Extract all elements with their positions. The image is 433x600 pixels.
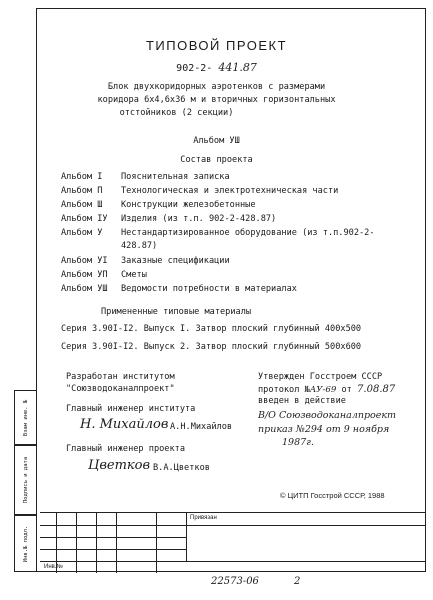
materials-title: Примененные типовые материалы <box>101 307 252 317</box>
project-prefix: 902-2- <box>176 63 213 74</box>
side-field-original-inv: Инв.№ подл. <box>14 515 36 572</box>
album-text: Нестандартизированное оборудование (из т.п.902-2- <box>121 228 375 238</box>
developer-line-2: "Союзводоканалпроект" <box>66 384 175 394</box>
album-text: Заказные спецификации <box>121 256 230 266</box>
description-line-3: отстойников (2 секции) <box>119 108 234 118</box>
approval-line-2 <box>258 384 395 395</box>
chief-engineer-label: Главный инженер института <box>66 404 196 414</box>
project-engineer-name: В.А.Цветков <box>153 463 210 473</box>
protocol-number: АУ-69 <box>309 385 337 395</box>
approval-handwritten-2: приказ №294 от 9 ноября <box>258 424 390 435</box>
album-label: Альбом I <box>61 172 103 182</box>
album-text: Сметы <box>121 270 147 280</box>
album-label: Альбом Ш <box>61 200 103 210</box>
copyright-notice: © ЦИТП Госстрой СССР, 1988 <box>280 491 385 500</box>
title-block-row <box>40 537 186 538</box>
approval-handwritten-3: 1987г. <box>282 437 314 448</box>
album-text: Конструкции железобетонные <box>121 200 256 210</box>
album-text: Пояснительная записка <box>121 172 230 182</box>
approval-handwritten-1: В/О Союзводоканалпроект <box>258 410 397 421</box>
material-item: Серия 3.90I-I2. Выпуск 2. Затвор плоский глубинный 500х600 <box>61 342 362 352</box>
album-label: Альбом УП <box>61 270 108 280</box>
chief-engineer-name: А.Н.Михайлов <box>170 422 233 432</box>
approval-date: 7.08.87 <box>357 384 396 395</box>
stamp-checked-label: Привязан <box>190 515 217 521</box>
approval-line-3: введен в действие <box>258 396 346 406</box>
side-field-signature-date: Подпись и дата <box>14 445 36 515</box>
album-label: Альбом УI <box>61 256 108 266</box>
album-label: Альбом IУ <box>61 214 108 224</box>
project-engineer-label: Главный инженер проекта <box>66 444 185 454</box>
project-number-handwritten: 441.87 <box>218 61 257 74</box>
project-engineer-signature: Цветков <box>88 458 151 473</box>
title-block-divider <box>96 513 97 573</box>
album-text: Изделия (из т.п. 902-2-428.87) <box>121 214 277 224</box>
document-title: ТИПОВОЙ ПРОЕКТ <box>145 38 288 53</box>
approval-line-1: Утвержден Госстроем СССР <box>258 372 383 382</box>
stamp-inventory-label: Инв.№ <box>44 564 63 570</box>
album-text: Ведомости потребности в материалах <box>121 284 297 294</box>
title-block-row <box>40 549 186 550</box>
protocol-label: протокол № <box>258 385 310 395</box>
title-block-row <box>40 525 426 526</box>
description-line-1: Блок двухкоридорных аэротенков с размерами <box>107 82 326 92</box>
material-item: Серия 3.90I-I2. Выпуск I. Затвор плоский глубинный 400х500 <box>61 324 362 334</box>
title-block-divider <box>76 513 77 573</box>
title-block-divider <box>186 513 187 561</box>
album-label: Альбом П <box>61 186 103 196</box>
developer-line-1: Разработан институтом <box>66 372 175 382</box>
album-number: Альбом УШ <box>193 136 240 146</box>
page-number: 2 <box>294 576 301 587</box>
document-code: 22573-06 <box>211 576 259 587</box>
description-line-2: коридора 6х4,6х36 м и вторичных горизонтальных <box>97 95 336 105</box>
album-label: Альбом УШ <box>61 284 108 294</box>
album-text-continued: 428.87) <box>121 241 158 251</box>
chief-engineer-signature: Н. Михайлов <box>80 417 169 432</box>
album-label: Альбом У <box>61 228 103 238</box>
protocol-from: от <box>341 385 352 395</box>
side-field-replaces-inv: Взам инв. № <box>14 390 36 445</box>
album-text: Технологическая и электротехническая части <box>121 186 339 196</box>
project-number <box>0 61 433 74</box>
title-block-divider <box>156 513 157 573</box>
title-block-divider <box>116 513 117 573</box>
title-block-row <box>40 561 426 562</box>
title-block <box>40 512 426 573</box>
composition-title: Состав проекта <box>180 155 253 165</box>
